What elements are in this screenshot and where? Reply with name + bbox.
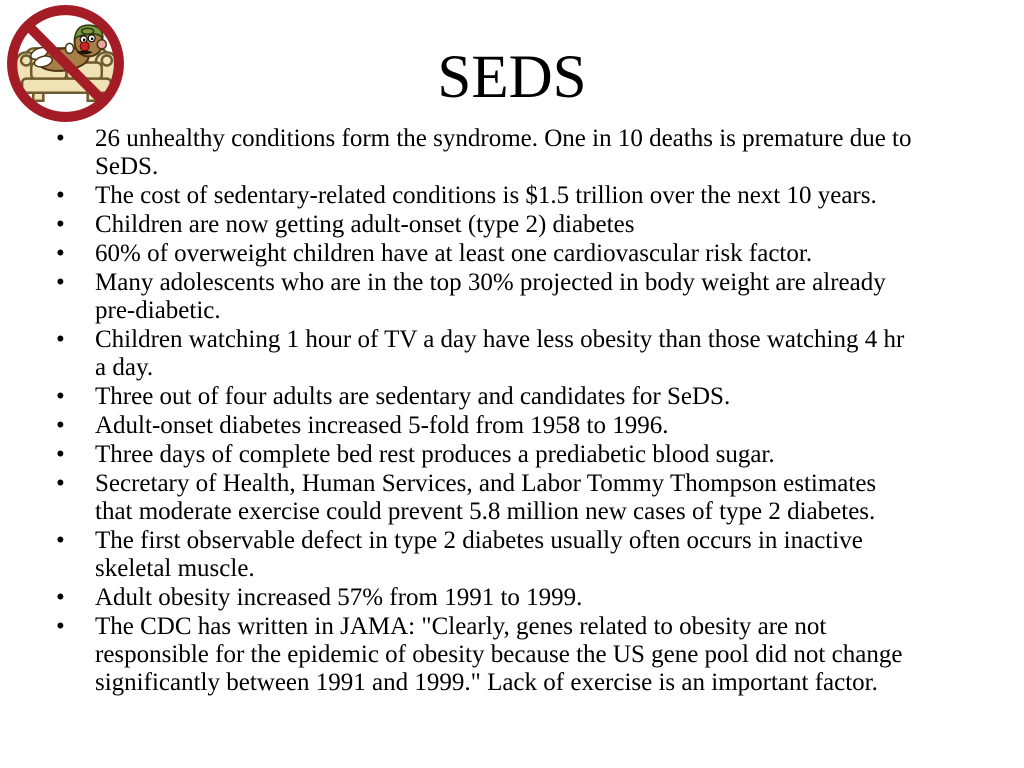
bullet-marker: •	[56, 412, 65, 439]
bullet-item	[48, 470, 916, 526]
bullet-text: Children are now getting adult-onset (type 2) diabetes	[95, 211, 635, 238]
bullet-text: The cost of sedentary-related conditions is $1.5 trillion over the next 10 years.	[95, 182, 877, 209]
bullet-item	[48, 240, 916, 268]
bullet-marker: •	[56, 613, 65, 640]
bullet-text: Children watching 1 hour of TV a day have less obesity than those watching 4 hr a day.	[95, 326, 905, 381]
bullet-text: Many adolescents who are in the top 30% projected in body weight are already pre-diabetic.	[95, 269, 886, 324]
bullet-marker: •	[56, 441, 65, 468]
bullet-marker: •	[56, 269, 65, 296]
bullet-text: The first observable defect in type 2 diabetes usually often occurs in inactive skeletal muscle.	[95, 527, 863, 582]
bullet-item	[48, 125, 916, 181]
bullet-marker: •	[56, 527, 65, 554]
bullet-text: 26 unhealthy conditions form the syndrome. One in 10 deaths is premature due to SeDS.	[95, 125, 912, 180]
bullet-item	[48, 211, 916, 239]
bullet-item	[48, 182, 916, 210]
bullet-marker: •	[56, 584, 65, 611]
bullet-text: Three days of complete bed rest produces a prediabetic blood sugar.	[95, 441, 775, 468]
bullet-text: 60% of overweight children have at least one cardiovascular risk factor.	[95, 240, 813, 267]
bullet-text: Secretary of Health, Human Services, and Labor Tommy Thompson estimates that moderate exercise could prevent 5.8 million new cases of type 2 diabetes.	[95, 470, 877, 525]
bullet-item	[48, 584, 916, 612]
bullet-item	[48, 613, 916, 697]
bullet-marker: •	[56, 125, 65, 152]
bullet-text: The CDC has written in JAMA: "Clearly, genes related to obesity are not responsible for the epidemic of obesity because the US gene pool did not change significantly between 1991 and 1999." Lack of exercise is an important factor.	[95, 613, 903, 696]
bullet-item	[48, 326, 916, 382]
bullet-marker: •	[56, 240, 65, 267]
bullet-text: Three out of four adults are sedentary and candidates for SeDS.	[95, 383, 731, 410]
bullet-marker: •	[56, 326, 65, 353]
bullet-marker: •	[56, 182, 65, 209]
bullet-marker: •	[56, 211, 65, 238]
bullet-item	[48, 383, 916, 411]
bullet-item	[48, 269, 916, 325]
bullet-item	[48, 441, 916, 469]
bullet-marker: •	[56, 470, 65, 497]
bullet-item	[48, 412, 916, 440]
bullet-item	[48, 527, 916, 583]
bullet-text: Adult-onset diabetes increased 5-fold from 1958 to 1996.	[95, 412, 669, 439]
slide-title: SEDS	[437, 44, 587, 111]
bullet-text: Adult obesity increased 57% from 1991 to 1999.	[95, 584, 583, 611]
bullet-list	[48, 125, 916, 698]
bullet-marker: •	[56, 383, 65, 410]
